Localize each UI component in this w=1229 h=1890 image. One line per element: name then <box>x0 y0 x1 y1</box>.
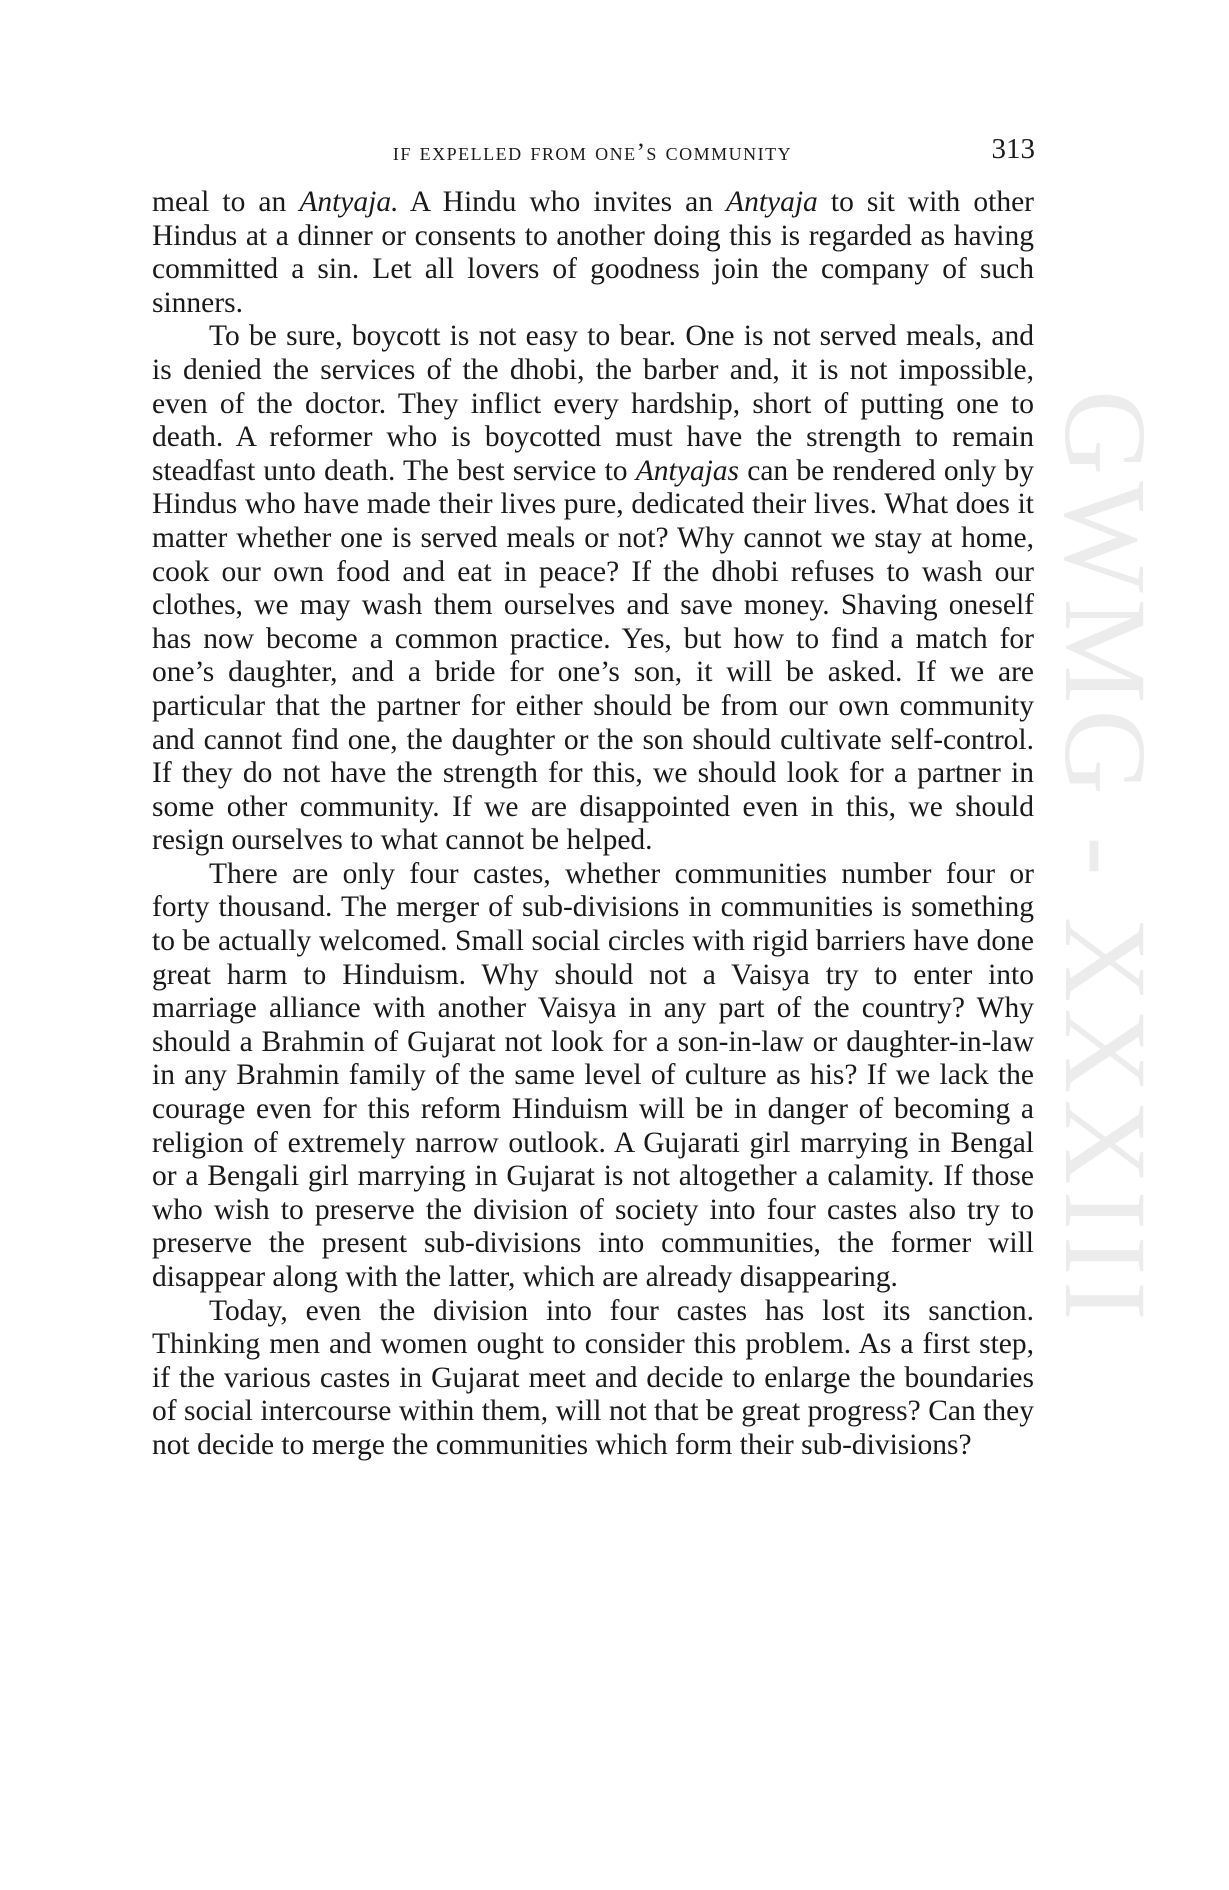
watermark: GWMG - XXXIII <box>1040 390 1171 1327</box>
paragraph-1 <box>152 186 1034 320</box>
page-number: 313 <box>991 133 1035 165</box>
italic-term: Antyaja <box>726 186 818 218</box>
text-run: to sit with other Hindus at a dinner or consents to another doing this is regarded as having committed a sin. Let all lovers of goodness join the company of such sinners. <box>152 186 1034 319</box>
paragraph-4: Today, even the division into four castes has lost its sanction. Thinking men and women ought to consider this problem. As a first step, if the various castes in Gujarat meet and decide to enlarge the boundaries of social intercourse within them, will not that be great progress? Can they not decide to merge the communities which form their sub-divisions? <box>152 1294 1034 1461</box>
italic-term: Antyaja. <box>299 186 399 218</box>
body-text <box>152 186 1034 1463</box>
paragraph-2 <box>152 320 1034 858</box>
text-run: To be sure, boycott is not easy to bear. One is not served meals, and is denied the services of the dhobi, the barber and, it is not impossible, even of the doctor. They inflict every hardship, short of putting one to death. A reformer who is boycotted must have the strength to remain steadfast unto death. The best service to <box>152 320 1034 487</box>
text-run: A Hindu who invites an <box>398 186 727 218</box>
running-head <box>150 133 1035 173</box>
text-run: can be rendered only by Hindus who have made their lives pure, dedicated their lives. What does it matter whether one is served meals or not? Why cannot we stay at home, cook our own food and eat in peace? If the dhobi refuses to wash our clothes, we may wash them ourselves and save money. Shaving oneself has now become a common practice. Yes, but how to find a match for one’s daughter, and a bride for one’s son, it will be asked. If we are particular that the partner for either should be from our own community and cannot find one, the daughter or the son should cultivate self-control. If they do not have the strength for this, we should look for a partner in some other community. If we are disappointed even in this, we should resign ourselves to what cannot be helped. <box>152 454 1035 857</box>
italic-term: Antyajas <box>635 454 740 487</box>
paragraph-3: There are only four castes, whether communities number four or forty thousand. The merger of sub-divisions in communities is something to be actually welcomed. Small social circles with rigid barriers have done great harm to Hinduism. Why should not a Vaisya try to enter into marriage alliance with another Vaisya in any part of the country? Why should a Brahmin of Gujarat not look for a son-in-law or daughter-in-law in any Brahmin family of the same level of culture as his? If we lack the courage even for this reform Hinduism will be in danger of becoming a religion of extremely narrow outlook. A Gujarati girl marrying in Bengal or a Bengali girl marrying in Gujarat is not altogether a calamity. If those who wish to preserve the division of society into four castes also try to preserve the present sub-divisions into communities, the former will disappear along with the latter, which are already disappearing. <box>152 857 1034 1293</box>
text-run: meal to an <box>152 186 300 218</box>
running-title: if expelled from one’s community <box>392 139 793 166</box>
